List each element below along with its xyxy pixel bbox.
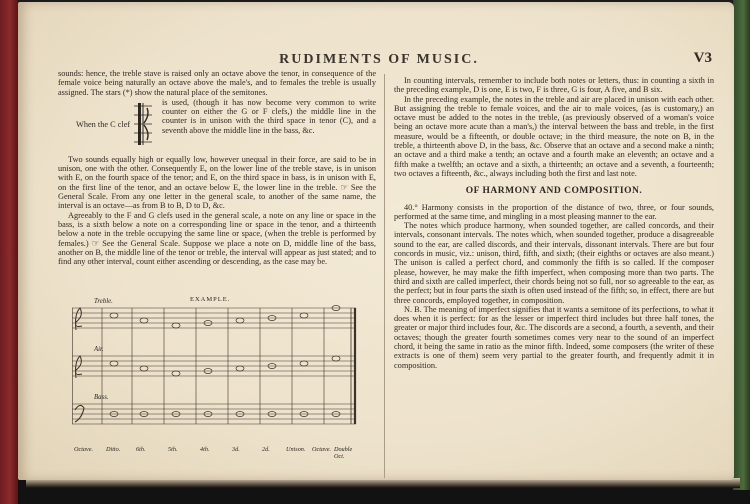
left-paragraph-1: sounds: hence, the treble stave is raised only an octave above the tenor, in consequence of the female voice being naturally an octave above the male's, and to females the treble is usually assigned. The stars (*) show the natural place of the semitones. [58,69,376,97]
staff-label-treble: Treble. [94,298,113,305]
book-cover-spine [0,0,18,504]
music-example [72,296,364,466]
interval-label: Ditto. [106,446,121,453]
green-cloth-edge [733,0,750,490]
left-paragraph-3: Agreeably to the F and G clefs used in the general scale, a note on any line or space in the bass, is a sixth below a note on a corresponding line or space in the tenor, and a thirteenth below a note in the treble occupying the same line or space, (when the treble is performed by females.) ☞ See the General Scale. Suppose we place a note on D, middle line of the bass, another on B, the middle line of the tenor or treble, the interval will appear as just stated; and to find any other interval, count either ascending or descending, as the case may be. [58,210,376,267]
right-column [394,76,714,370]
right-paragraph-1: In counting intervals, remember to include both notes or letters, thus: in counting a sixth in the preceding example, D is one, E is two, F is three, G is four, A five, and B six. [394,76,714,95]
right-paragraph-5: N. B. The meaning of imperfect signifies that it wants a semitone of its perfections, to what it does when it is perfect: for as the lesser or imperfect third includes but three half tones, the greater or major third includes four, &c. The discords are a second, a fourth, a seventh, and their octaves; though the greater fourth sometimes comes very near to the sound of an imperfect chord, it being the same in ratio as the minor fifth. Indeed, some composers (the writer of these extracts is one of them) seem very partial to the greater fourth, and frequently admit it in composition. [394,304,714,370]
interval-label: 3d. [232,446,240,453]
right-paragraph-3: 40.° Harmony consists in the proportion of the distance of two, three, or four sounds, performed at the same time, and mingling in a most pleasing manner to the ear. [394,202,714,221]
page-header [40,52,718,70]
interval-label: 6th. [136,446,146,453]
example-title: EXAMPLE. [190,296,231,303]
c-clef-block [58,98,376,154]
interval-label: 4th. [200,446,210,453]
section-heading: OF HARMONY AND COMPOSITION. [465,186,643,197]
staff-label-air: Air. [94,346,104,353]
staff-label-bass: Bass. [94,394,109,401]
music-staves-graphic [72,296,364,446]
interval-label: Unison. [286,446,306,453]
interval-label: 5th. [168,446,178,453]
column-divider [384,74,385,478]
c-clef-icon [134,100,152,148]
running-title: RUDIMENTS OF MUSIC. [279,52,479,67]
interval-label: Double Oct. [334,446,353,460]
left-paragraph-2: Two sounds equally high or equally low, however unequal in their force, are said to be in unison, one with the other. Consequently E, on the lower line of the treble stave, is in unison with E, on the fourth space of the tenor; and E, on the third space in bass, is in unison with E, on the first line of the tenor, and an octave below E, the lower line in the treble. ☞ See the General Scale. From any one letter in the general scale, to another of the same name, the interval is an octave—as from B to B, D to D, &c. [58,154,376,211]
right-paragraph-2: In the preceding example, the notes in the treble and air are placed in unison with each other. But assigning the treble to female voices, and the air to male voices, (as is customary,) an octave must be added to the notes in the treble, (as previously observed of a woman's voice being an octave more acute than a man's,) the interval between the bass and treble, in the first measure, would be a fifteenth, or double octave; in the third measure, the note on B, in the treble, a thirteenth above D, in the bass, &c. Observe that an octave and a second make a ninth; an octave and a third make a tenth; an octave and a fourth make an eleventh; an octave and a fifth make a twelfth; an octave and a sixth, a thirteenth; an octave and a seventh, a fourteenth; two octaves a fifteenth, &c., always including both the first and last note. [394,94,714,178]
page-number: V3 [693,50,712,66]
left-column [58,69,376,266]
c-clef-label: When the C clef [76,119,131,129]
interval-label: Octave. [312,446,332,453]
right-paragraph-4: The notes which produce harmony, when sounded together, are called concords, and their intervals, consonant intervals. The notes which, when sounded together, produce a disagreeable sound to the ear, are called discords, and their intervals, dissonant intervals. There are but four concords in music, viz.: unison, third, fifth, and sixth; (their eighths or octaves are also meant.) The unison is called a perfect chord, and commonly the fifth is so called. If the composer please, however, he may make the fifth imperfect, when composing more than two parts. The third and sixth are called imperfect, their chords being not so full, nor so agreeable to the ear, as the perfect; but in four parts the sixth is often used instead of the fifth; so, in effect, there are but three concords, employed together, in composition. [394,221,714,305]
interval-label: 2d. [262,446,270,453]
c-clef-description: is used, (though it has now become very common to write counter on either the G or F clefs,) the middle line in the counter is in unison with the third space in tenor (C), and a seventh above the middle line in the bass, &c. [162,97,376,135]
interval-label: Octave. [74,446,94,453]
